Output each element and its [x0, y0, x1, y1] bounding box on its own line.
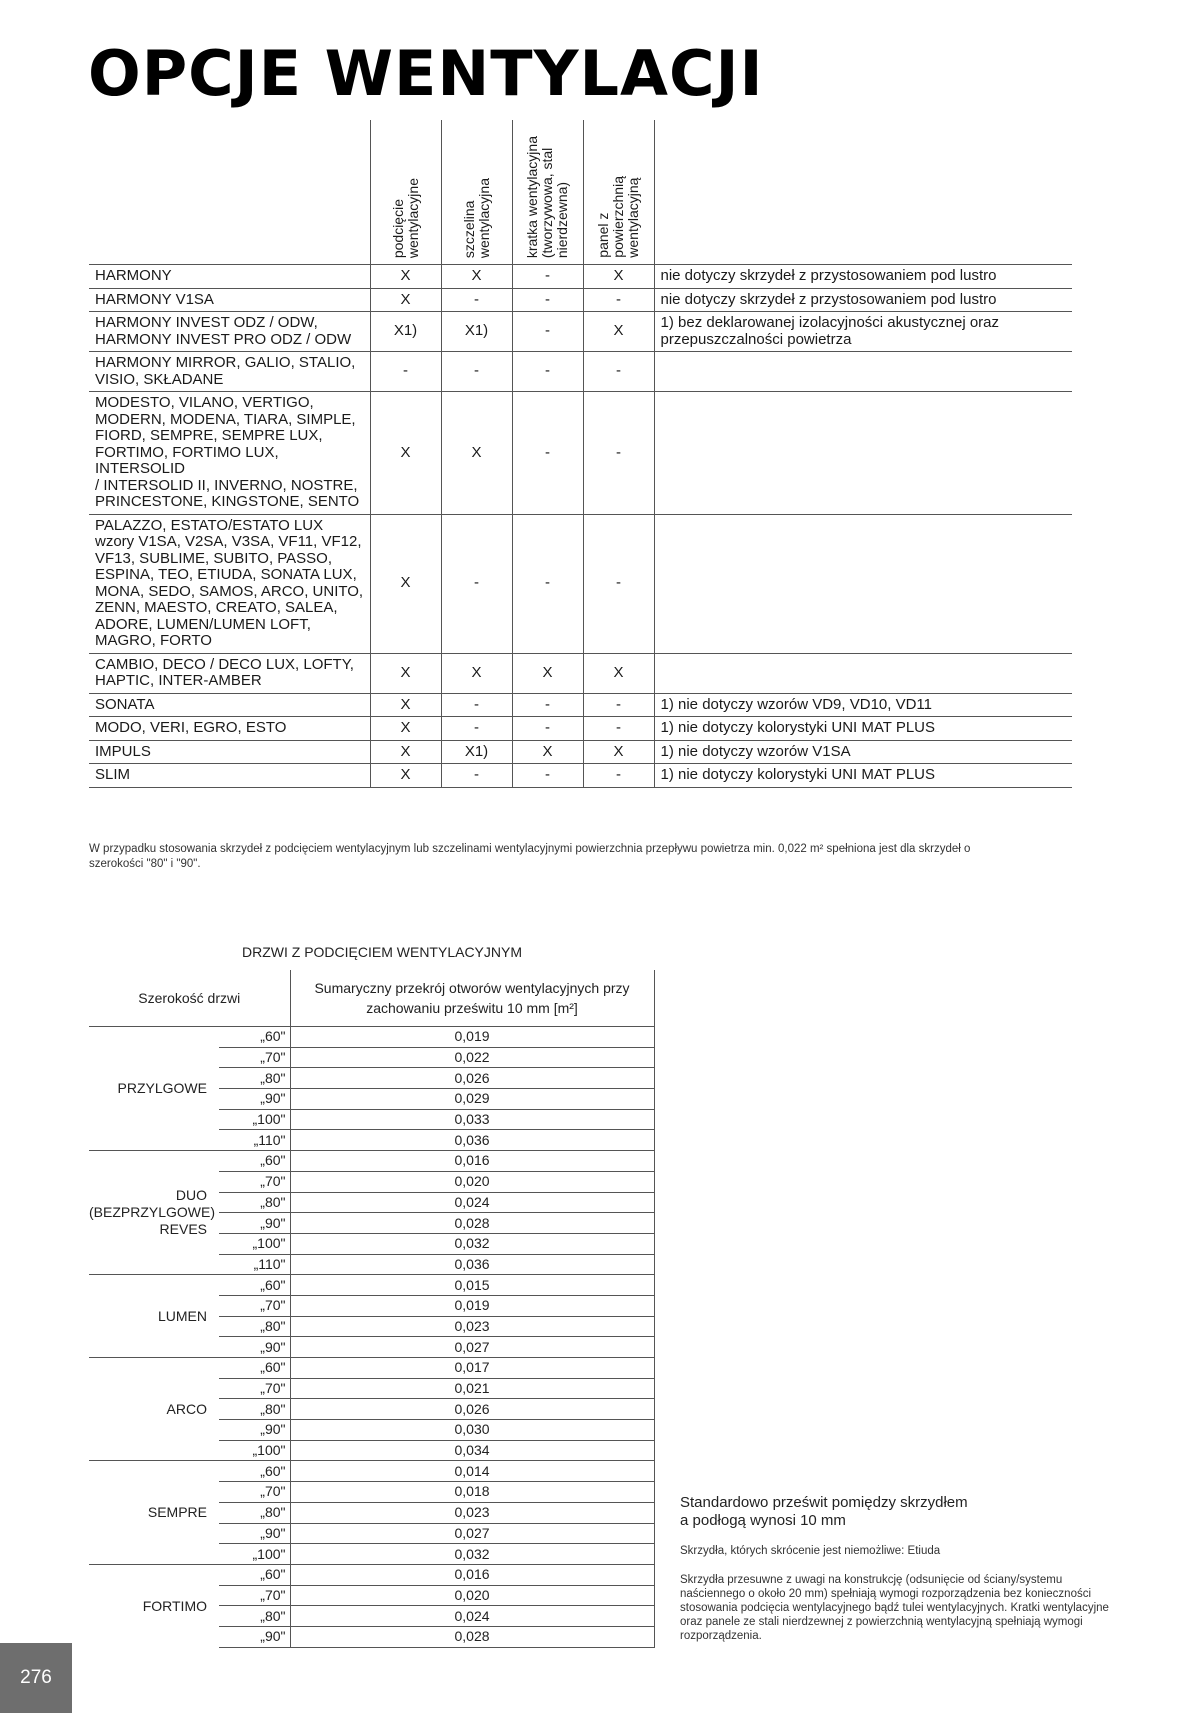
- door-size: „90": [219, 1213, 290, 1234]
- header-podciecie: podcięcie wentylacyjne: [370, 120, 441, 265]
- door-group: ARCO: [89, 1358, 219, 1461]
- cross-section-value: 0,026: [290, 1068, 654, 1089]
- table-row: [89, 1358, 654, 1379]
- option-cell: X: [512, 653, 583, 693]
- door-size: „70": [219, 1295, 290, 1316]
- option-cell: -: [512, 764, 583, 788]
- cross-section-value: 0,026: [290, 1399, 654, 1420]
- cross-section-value: 0,024: [290, 1606, 654, 1627]
- table-row: [89, 514, 1072, 653]
- cross-section-value: 0,030: [290, 1420, 654, 1441]
- door-size: „100": [219, 1233, 290, 1254]
- door-size: „100": [219, 1109, 290, 1130]
- door-group: PRZYLGOWE: [89, 1027, 219, 1151]
- row-note: 1) nie dotyczy wzorów V1SA: [654, 740, 1072, 764]
- cross-section-value: 0,018: [290, 1482, 654, 1503]
- cross-section-value: 0,019: [290, 1295, 654, 1316]
- table-row: [89, 1027, 654, 1048]
- option-cell: -: [370, 352, 441, 392]
- door-group: DUO (BEZPRZYLGOWE) REVES: [89, 1151, 219, 1275]
- door-size: „80": [219, 1192, 290, 1213]
- option-cell: -: [583, 764, 654, 788]
- door-size: „70": [219, 1171, 290, 1192]
- cross-section-value: 0,034: [290, 1440, 654, 1461]
- door-size: „70": [219, 1585, 290, 1606]
- row-note: nie dotyczy skrzydeł z przystosowaniem pod lustro: [654, 265, 1072, 289]
- door-group: LUMEN: [89, 1275, 219, 1358]
- door-group: SEMPRE: [89, 1461, 219, 1564]
- cross-section-value: 0,019: [290, 1027, 654, 1048]
- row-note: [654, 653, 1072, 693]
- door-size: „80": [219, 1316, 290, 1337]
- option-cell: -: [441, 717, 512, 741]
- cross-section-value: 0,016: [290, 1151, 654, 1172]
- option-cell: -: [512, 693, 583, 717]
- cross-section-value: 0,023: [290, 1316, 654, 1337]
- option-cell: -: [512, 514, 583, 653]
- cross-section-value: 0,028: [290, 1626, 654, 1647]
- option-cell: X: [370, 764, 441, 788]
- product-name: PALAZZO, ESTATO/ESTATO LUX wzory V1SA, V2SA, V3SA, VF11, VF12, VF13, SUBLIME, SUBITO, PASSO, ESPINA, TEO, ETIUDA, SONATA LUX, MONA, SEDO, SAMOS, ARCO, UNITO, ZENN, MAESTO, CREATO, SALEA, ADORE, LUMEN/LUMEN LOFT, MAGRO, FORTO: [89, 514, 370, 653]
- cross-section-value: 0,036: [290, 1254, 654, 1275]
- table-row: [89, 764, 1072, 788]
- table-row: [89, 717, 1072, 741]
- product-name: HARMONY V1SA: [89, 288, 370, 312]
- option-cell: X: [370, 717, 441, 741]
- cross-section-value: 0,028: [290, 1213, 654, 1234]
- door-size: „70": [219, 1482, 290, 1503]
- cross-section-value: 0,027: [290, 1337, 654, 1358]
- table-row: [89, 288, 1072, 312]
- cross-section-value: 0,020: [290, 1171, 654, 1192]
- row-note: 1) nie dotyczy wzorów VD9, VD10, VD11: [654, 693, 1072, 717]
- door-size: „60": [219, 1358, 290, 1379]
- option-cell: X: [370, 740, 441, 764]
- product-name: HARMONY: [89, 265, 370, 289]
- header-kratka: kratka wentylacyjna (tworzywowa, stal nierdzewna): [512, 120, 583, 265]
- row-note: 1) bez deklarowanej izolacyjności akustycznej oraz przepuszczalności powietrza: [654, 312, 1072, 352]
- undercut-table: [89, 970, 655, 1648]
- header-panel: panel z powierzchnią wentylacyjną: [583, 120, 654, 265]
- door-size: „90": [219, 1337, 290, 1358]
- door-size: „70": [219, 1378, 290, 1399]
- door-size: „60": [219, 1151, 290, 1172]
- no-shortening-note: Skrzydła, których skrócenie jest niemożliwe: Etiuda: [680, 1545, 941, 1557]
- option-cell: -: [512, 352, 583, 392]
- option-cell: -: [583, 514, 654, 653]
- table-footnote: W przypadku stosowania skrzydeł z podcięciem wentylacyjnym lub szczelinami wentylacyjnymi powierzchnia przepływu powietrza min. 0,022 m² spełniona jest dla skrzydeł o szerokości "80" i "90".: [89, 843, 971, 870]
- row-note: 1) nie dotyczy kolorystyki UNI MAT PLUS: [654, 717, 1072, 741]
- table-row: [89, 392, 1072, 515]
- option-cell: -: [512, 265, 583, 289]
- header-notes: [654, 120, 1072, 265]
- door-group: FORTIMO: [89, 1564, 219, 1647]
- ventilation-options-table: [89, 120, 1072, 788]
- sliding-doors-note: Skrzydła przesuwne z uwagi na konstrukcję (odsunięcie od ściany/systemu naściennego o około 20 mm) spełniają wymogi rozporządzenia bez konieczności stosowania podcięcia wentylacyjnego bądź tulei wentylacyjnych. Kratki wentylacyjne oraz panele ze stali nierdzewnej z powierzchnią wentylacyjną spełniają wymogi rozporządzenia.: [680, 1574, 1109, 1642]
- option-cell: X: [370, 288, 441, 312]
- product-name: HARMONY MIRROR, GALIO, STALIO, VISIO, SKŁADANE: [89, 352, 370, 392]
- table-row: [89, 1275, 654, 1296]
- option-cell: X: [583, 265, 654, 289]
- table-row: [89, 1151, 654, 1172]
- row-note: 1) nie dotyczy kolorystyki UNI MAT PLUS: [654, 764, 1072, 788]
- option-cell: X: [370, 653, 441, 693]
- header-szczelina: szczelina wentylacyjna: [441, 120, 512, 265]
- option-cell: X1): [441, 312, 512, 352]
- door-size: „100": [219, 1440, 290, 1461]
- option-cell: -: [583, 288, 654, 312]
- option-cell: X: [583, 312, 654, 352]
- product-name: SONATA: [89, 693, 370, 717]
- page-number: 276: [0, 1643, 72, 1713]
- door-width-header: Szerokość drzwi: [138, 990, 241, 1006]
- row-note: [654, 392, 1072, 515]
- table-row: [89, 1461, 654, 1482]
- cross-section-value: 0,024: [290, 1192, 654, 1213]
- product-name: IMPULS: [89, 740, 370, 764]
- table-row: [89, 352, 1072, 392]
- option-cell: X: [370, 693, 441, 717]
- product-name: MODO, VERI, EGRO, ESTO: [89, 717, 370, 741]
- option-cell: X: [583, 653, 654, 693]
- door-size: „80": [219, 1399, 290, 1420]
- table-row: [89, 1564, 654, 1585]
- option-cell: -: [441, 288, 512, 312]
- option-cell: -: [512, 717, 583, 741]
- option-cell: -: [583, 352, 654, 392]
- door-size: „90": [219, 1523, 290, 1544]
- option-cell: -: [512, 392, 583, 515]
- cross-section-value: 0,021: [290, 1378, 654, 1399]
- door-size: „100": [219, 1544, 290, 1565]
- table-row: [89, 312, 1072, 352]
- row-note: nie dotyczy skrzydeł z przystosowaniem pod lustro: [654, 288, 1072, 312]
- table-row: [89, 740, 1072, 764]
- option-cell: X: [512, 740, 583, 764]
- cross-section-value: 0,023: [290, 1502, 654, 1523]
- cross-section-value: 0,022: [290, 1047, 654, 1068]
- option-cell: X1): [441, 740, 512, 764]
- option-cell: -: [512, 312, 583, 352]
- cross-section-value: 0,029: [290, 1089, 654, 1110]
- cross-section-header: Sumaryczny przekrój otworów wentylacyjnych przy zachowaniu prześwitu 10 mm [m²]: [290, 970, 654, 1027]
- row-note: [654, 352, 1072, 392]
- product-name: MODESTO, VILANO, VERTIGO, MODERN, MODENA, TIARA, SIMPLE, FIORD, SEMPRE, SEMPRE LUX, FORTIMO, FORTIMO LUX, INTERSOLID / INTERSOLID II, INVERNO, NOSTRE, PRINCESTONE, KINGSTONE, SENTO: [89, 392, 370, 515]
- door-size: „60": [219, 1461, 290, 1482]
- option-cell: X: [370, 514, 441, 653]
- option-cell: X1): [370, 312, 441, 352]
- option-cell: -: [441, 514, 512, 653]
- row-note: [654, 514, 1072, 653]
- door-size: „80": [219, 1068, 290, 1089]
- door-size: „60": [219, 1027, 290, 1048]
- door-size: „60": [219, 1275, 290, 1296]
- cross-section-value: 0,027: [290, 1523, 654, 1544]
- door-size: „70": [219, 1047, 290, 1068]
- door-size: „80": [219, 1606, 290, 1627]
- cross-section-value: 0,015: [290, 1275, 654, 1296]
- table-row: [89, 653, 1072, 693]
- undercut-table-title: DRZWI Z PODCIĘCIEM WENTYLACYJNYM: [242, 944, 523, 960]
- cross-section-value: 0,033: [290, 1109, 654, 1130]
- option-cell: -: [441, 352, 512, 392]
- option-cell: X: [370, 265, 441, 289]
- option-cell: -: [441, 693, 512, 717]
- cross-section-value: 0,036: [290, 1130, 654, 1151]
- product-name: CAMBIO, DECO / DECO LUX, LOFTY, HAPTIC, INTER-AMBER: [89, 653, 370, 693]
- cross-section-value: 0,016: [290, 1564, 654, 1585]
- option-cell: X: [583, 740, 654, 764]
- door-size: „110": [219, 1254, 290, 1275]
- option-cell: -: [441, 764, 512, 788]
- option-cell: -: [583, 392, 654, 515]
- option-cell: X: [441, 265, 512, 289]
- door-size: „80": [219, 1502, 290, 1523]
- page-title: OPCJE WENTYLACJI: [88, 37, 764, 110]
- table-row: [89, 265, 1072, 289]
- door-size: „60": [219, 1564, 290, 1585]
- cross-section-value: 0,032: [290, 1233, 654, 1254]
- option-cell: X: [441, 653, 512, 693]
- option-cell: -: [512, 288, 583, 312]
- cross-section-value: 0,014: [290, 1461, 654, 1482]
- standard-clearance-note: Standardowo prześwit pomiędzy skrzydłem a podłogą wynosi 10 mm: [680, 1494, 968, 1529]
- option-cell: -: [583, 717, 654, 741]
- door-size: „90": [219, 1089, 290, 1110]
- option-cell: -: [583, 693, 654, 717]
- header-blank: [89, 120, 370, 265]
- door-size: „90": [219, 1420, 290, 1441]
- door-size: „90": [219, 1626, 290, 1647]
- table-row: [89, 693, 1072, 717]
- product-name: SLIM: [89, 764, 370, 788]
- cross-section-value: 0,032: [290, 1544, 654, 1565]
- cross-section-value: 0,020: [290, 1585, 654, 1606]
- product-name: HARMONY INVEST ODZ / ODW, HARMONY INVEST PRO ODZ / ODW: [89, 312, 370, 352]
- option-cell: X: [370, 392, 441, 515]
- cross-section-value: 0,017: [290, 1358, 654, 1379]
- option-cell: X: [441, 392, 512, 515]
- door-size: „110": [219, 1130, 290, 1151]
